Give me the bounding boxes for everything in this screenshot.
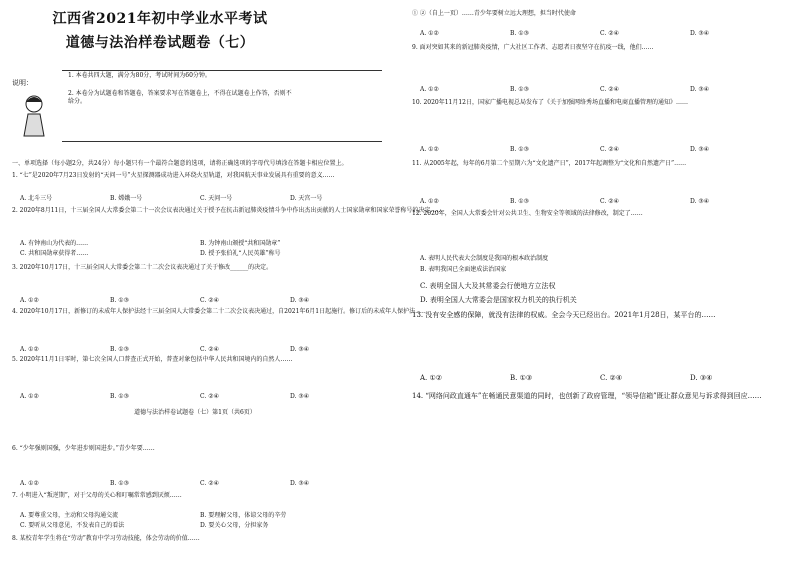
q7-option-d: D. 要关心父母，分担家务 — [200, 522, 269, 529]
right-carryover-text: ① ②（自上一页）……青少年要树立远大理想，担当时代使命 — [412, 10, 576, 17]
q1-option-c: C. 天问一号 — [200, 195, 233, 202]
q1-option-a: A. 北斗三号 — [20, 195, 53, 202]
q6-option-c: C. ②④ — [200, 480, 219, 487]
q9-option-d: D. ③④ — [690, 86, 710, 93]
q11-option-a: A. ①② — [420, 198, 439, 205]
q5-option-c: C. ②④ — [200, 393, 219, 400]
question-12: 12. 2020年，全国人大常委会针对公共卫生、生物安全等领域的法律修改，制定了…… — [412, 210, 643, 217]
q7-option-c: C. 要听从父母意见，不发表自己的看法 — [20, 522, 125, 529]
q13-option-a: A. ①② — [420, 374, 443, 382]
q6-option-b: B. ①③ — [110, 480, 129, 487]
q3-option-c: C. ②④ — [200, 297, 219, 304]
question-8: 8. 某校青年学生将在“劳动”教育中学习劳动技能，体会劳动的价值…… — [12, 535, 200, 542]
q3-option-b: B. ①③ — [110, 297, 129, 304]
carryover-option-a: A. ①② — [420, 30, 439, 37]
question-1: 1. “七”是2020年7月23日发射的“天问一号”火星探测器成功进入环绕火星轨道，对我国航天事业发展具有重要的意义…… — [12, 172, 335, 179]
question-11: 11. 从2005年起，每年的6月第二个星期六为“文化遗产日”，2017年起调整为“文化和自然遗产日”…… — [412, 160, 687, 167]
q12-option-a: A. 表明人民代表大会制度是我国的根本政治制度 — [420, 255, 549, 262]
question-9: 9. 面对突如其来的新冠肺炎疫情，广大社区工作者、志愿者日夜坚守在抗疫一线，他们…… — [412, 44, 654, 51]
q12-option-d: D. 表明全国人大常委会是国家权力机关的执行机关 — [420, 296, 577, 304]
q2-option-d: D. 授予张伯礼“人民英雄”称号 — [200, 250, 281, 257]
q5-option-a: A. ①② — [20, 393, 39, 400]
q4-option-b: B. ①③ — [110, 346, 129, 353]
instructions-box — [62, 70, 382, 142]
question-2: 2. 2020年8月11日，十三届全国人大常委会第二十一次会议表决通过关于授予在抗击新冠肺炎疫情斗争中作出杰出贡献的人士国家勋章和国家荣誉称号的决定…… — [12, 207, 443, 214]
q13-option-c: C. ②④ — [600, 374, 623, 382]
question-13: 13. 没有安全感的保障，就没有法律的权威。全会今天已经出台。2021年1月28日，某平台的…… — [412, 311, 716, 319]
exam-title: 江西省2021年初中学业水平考试 — [52, 11, 268, 27]
q9-option-a: A. ①② — [420, 86, 439, 93]
question-6: 6. “少年强则国强，少年进步则国进步。”青少年要…… — [12, 445, 155, 452]
q10-option-b: B. ①③ — [510, 146, 529, 153]
student-illustration-icon — [18, 92, 50, 140]
note-2: 2. 本卷分为试题卷和答题卷，答案要求写在答题卷上，不得在试题卷上作答，否则不 — [68, 90, 292, 97]
question-4: 4. 2020年10月17日，新修订的未成年人保护法经十三届全国人大常委会第二十二次会议表决通过，自2021年6月1日起施行。修订后的未成年人保护法…… — [12, 308, 428, 315]
q7-option-a: A. 要尊重父母，主动和父母沟通交流 — [20, 512, 119, 519]
q10-option-a: A. ①② — [420, 146, 439, 153]
q10-option-c: C. ②④ — [600, 146, 619, 153]
q10-option-d: D. ③④ — [690, 146, 710, 153]
q3-option-a: A. ①② — [20, 297, 39, 304]
q13-option-d: D. ③④ — [690, 374, 713, 382]
q2-option-a: A. 有钟南山为代表的…… — [20, 240, 89, 247]
q4-option-a: A. ①② — [20, 346, 39, 353]
q7-option-b: B. 要理解父母，体谅父母的辛劳 — [200, 512, 287, 519]
q1-option-b: B. 嫦娥一号 — [110, 195, 143, 202]
note-3: 给分。 — [68, 98, 87, 105]
q4-option-d: D. ③④ — [290, 346, 310, 353]
note-1: 1. 本卷共四大题，满分为80分，考试时间为60分钟。 — [68, 72, 211, 79]
q9-option-c: C. ②④ — [600, 86, 619, 93]
q5-option-b: B. ①③ — [110, 393, 129, 400]
q13-option-b: B. ①③ — [510, 374, 533, 382]
q5-option-d: D. ③④ — [290, 393, 310, 400]
q6-option-d: D. ③④ — [290, 480, 310, 487]
q11-option-b: B. ①③ — [510, 198, 529, 205]
carryover-option-b: B. ①③ — [510, 30, 529, 37]
question-5: 5. 2020年11月1日零时，第七次全国人口普查正式开始，普查对象包括中华人民共和国境内的自然人…… — [12, 356, 293, 363]
q12-option-b: B. 表明我国已全面建成法治国家 — [420, 266, 507, 273]
q3-option-d: D. ③④ — [290, 297, 310, 304]
section-1-heading: 一、单项选择（每小题2分，共24分）每小题只有一个最符合题意的选项，请将正确选项的字母代号填涂在答题卡相应位置上。 — [12, 160, 348, 167]
page-footer: 道德与法治样卷试题卷（七）第1页（共6页） — [134, 409, 256, 416]
carryover-option-d: D. ③④ — [690, 30, 710, 37]
question-10: 10. 2020年11月12日，国家广播电视总局发布了《关于加强网络秀场直播和电商直播管理的通知》…… — [412, 99, 688, 106]
carryover-option-c: C. ②④ — [600, 30, 619, 37]
instructions-label: 说明： — [12, 79, 33, 87]
question-7: 7. 小明进入“叛逆期”，对于父母的关心和叮嘱常常感到厌烦…… — [12, 492, 182, 499]
question-3: 3. 2020年10月17日，十三届全国人大常委会第二十二次会议表决通过了关于修改______的决定。 — [12, 264, 273, 271]
exam-subtitle: 道德与法治样卷试题卷（七） — [65, 35, 255, 51]
q4-option-c: C. ②④ — [200, 346, 219, 353]
q6-option-a: A. ①② — [20, 480, 39, 487]
q12-option-c: C. 表明全国人大及其常委会行使地方立法权 — [420, 282, 556, 290]
q1-option-d: D. 天宫一号 — [290, 195, 323, 202]
q11-option-c: C. ②④ — [600, 198, 619, 205]
q2-option-c: C. 共和国勋章获得者…… — [20, 250, 89, 257]
question-14: 14. “网络问政直通车”在畅通民意渠道的同时，也创新了政府管理，“领导信箱”既让群众意见与诉求得到回应…… — [412, 392, 762, 400]
q2-option-b: B. 为钟南山颁授“共和国勋章” — [200, 240, 281, 247]
q11-option-d: D. ③④ — [690, 198, 710, 205]
q9-option-b: B. ①③ — [510, 86, 529, 93]
